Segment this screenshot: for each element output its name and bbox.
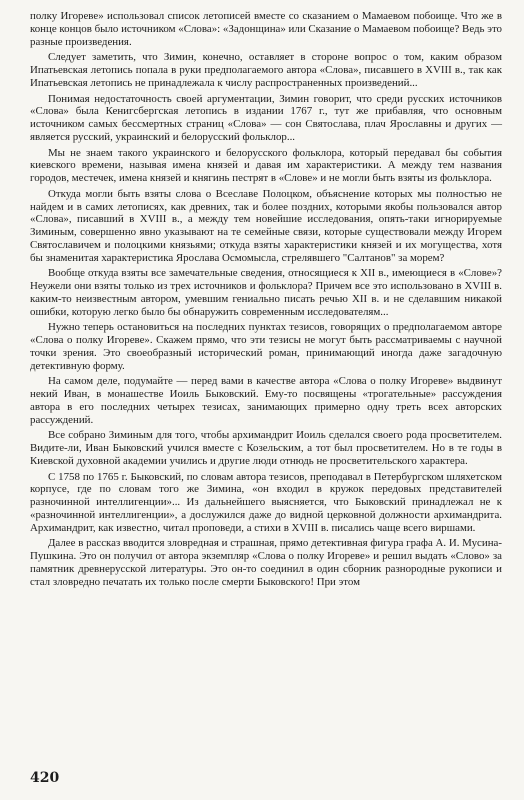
page-number: 420 xyxy=(30,770,60,786)
paragraph-7: Нужно теперь остановиться на последних пунктах тезисов, говорящих о предполагаемом авторе «Слова о полку Игореве». Скажем прямо, что эти тезисы не могут быть рассматриваемы с научной точки зрения. Это своеобразный исторический роман, принимающий иногда даже загадочную детективную форму. xyxy=(30,321,502,372)
paragraph-10: С 1758 по 1765 г. Быковский, по словам автора тезисов, преподавал в Петербургском шляхетском корпусе, где по словам того же Зимина, «он входил в кружок передовых представителей разночинной интеллигенции»... Из дальнейшего выясняется, что Быковский принадлежал не к «разночинной интеллигенции», а дослужился даже до видной церковной должности архимандрита. Архимандрит, как известно, читал проповеди, а стихи в XVIII в. писались чаще всего виршами. xyxy=(30,470,502,534)
paragraph-8: На самом деле, подумайте — перед вами в качестве автора «Слова о полку Игореве» выдвинут некий Иван, в монашестве Иоиль Быковский. Ему-то посвящены «трогательные» рассуждения автора в его последних четырех тезисах, занимающих примерно одну треть всех авторских рассуждений. xyxy=(30,375,502,426)
paragraph-1: полку Игореве» использовал список летописей вместе со сказанием о Мамаевом побоище. Что же в конце концов было источником «Слова»: «Задонщина» или Сказание о Мамаевом побоище? Ведь это разные произведения. xyxy=(30,10,502,48)
paragraph-11: Далее в рассказ вводится зловредная и страшная, прямо детективная фигура графа А. И. Мусина-Пушкина. Это он получил от автора экземпляр «Слова о полку Игореве» и решил выдать «Слово» за памятник древнерусской литературы. Это он-то соединил в один сборник разнородные рукописи и стал зловредно печатать их только после смерти Быковского! При этом xyxy=(30,537,502,588)
paragraph-9: Все собрано Зиминым для того, чтобы архимандрит Иоиль сделался своего рода просветителем. Видите-ли, Иван Быковский учился вместе с Козельским, а тот был просветителем. Но в те годы в Киевской духовной академии учились и другие люди отнюдь не просветительского характера. xyxy=(30,429,502,467)
body-text xyxy=(30,10,502,588)
paragraph-3: Понимая недостаточность своей аргументации, Зимин говорит, что среди русских источников «Слова» была Кенигсбергская летопись в издании 1767 г., тут же прибавляя, что основным источником самых бессмертных страниц «Слова» — сон Святослава, плач Ярославны и других — является русский, украинский и белорусский фольклор... xyxy=(30,92,502,143)
paragraph-2: Следует заметить, что Зимин, конечно, оставляет в стороне вопрос о том, каким образом Ипатьевская летопись попала в руки предполагаемого автора «Слова», писавшего в XVIII в., так как Ипатьевская летопись не принадлежала к числу распространенных произведений... xyxy=(30,51,502,89)
paragraph-6: Вообще откуда взяты все замечательные сведения, относящиеся к XII в., имеющиеся в «Слове»? Неужели они взяты только из трех источников и фольклора? Причем все это использовано в XVIII в. каким-то неизвестным автором, умевшим гениально писать речью XII в. и не сделавшим никакой ошибки, которую легко было бы обнаружить современным исследователям... xyxy=(30,267,502,318)
paragraph-5: Откуда могли быть взяты слова о Всеславе Полоцком, объяснение которых мы полностью не найдем и в самих летописях, как древних, так и более поздних, которыми якобы пользовался автор «Слова», писавший в XVIII в., а между тем новейшие исследования, опять-таки игнорируемые Зиминым, совершенно явно указывают на те семейные связи, которые существовали между Игорем Святославичем и полоцкими князьями; откуда взяты характеристики князей и их могущества, хотя бы знаменитая характеристика Ярослава Осмомысла, стрелявшего "Салтанов" за морем? xyxy=(30,187,502,264)
paragraph-4: Мы не знаем такого украинского и белорусского фольклора, который передавал бы события киевского времени, называя имена князей и давая им характеристики. А между тем названия городов, местечек, имена князей и княгинь пестрят в «Слове» и не могли быть взяты из фольклора. xyxy=(30,146,502,184)
